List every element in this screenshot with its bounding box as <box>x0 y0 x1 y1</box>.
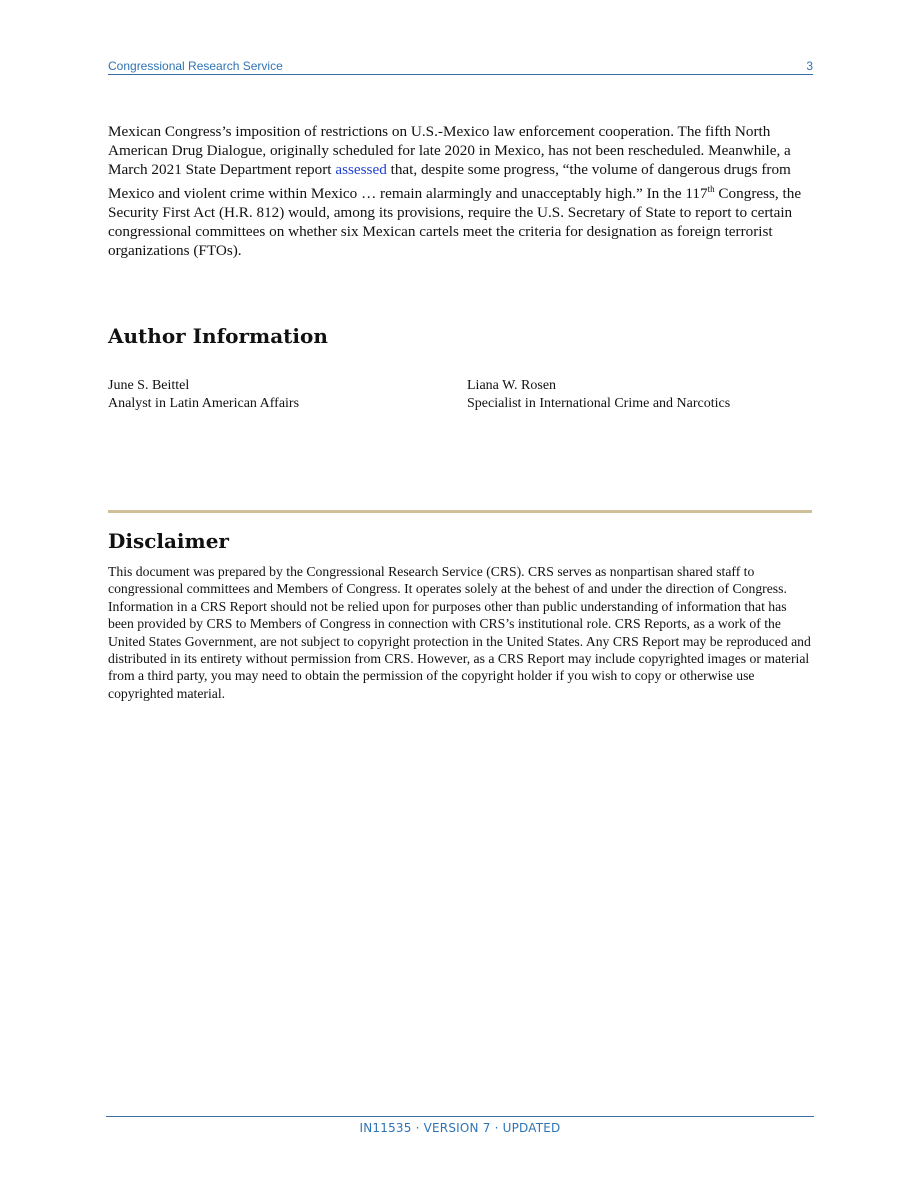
page-header <box>108 58 813 75</box>
disclaimer-heading: Disclaimer <box>108 529 229 553</box>
author-information-heading: Author Information <box>108 324 328 348</box>
ordinal-superscript: th <box>707 183 715 194</box>
author-name: June S. Beittel <box>108 378 190 393</box>
author-block <box>467 377 730 413</box>
author-name: Liana W. Rosen <box>467 378 557 393</box>
footer-divider <box>106 1116 814 1117</box>
body-text-part-1: Mexican Congress’s imposition of restrictions on U.S.-Mexico law enforcement cooperation. The fifth North American Drug Dialogue, originally scheduled for late 2020 in Mexico, has not been rescheduled. Meanwhile, a March 2021 State Department report <box>108 123 791 179</box>
assessed-link[interactable]: assessed <box>335 161 387 179</box>
footer-report-id: IN11535 · VERSION 7 · UPDATED <box>359 1121 561 1135</box>
body-paragraph <box>108 122 813 260</box>
body-text-part-2: that, despite some progress, “the volume of dangerous drugs from Mexico and violent crime within Mexico … remain alarmingly and unacceptably high.” In the 117 <box>108 161 791 202</box>
body-text-part-3: Congress, the Security First Act (H.R. 812) would, among its provisions, require the U.S. Secretary of State to report to certain congressional committees on whether six Mexican cartels meet the criteria for designation as foreign terrorist organizations (FTOs). <box>108 184 802 260</box>
author-title: Specialist in International Crime and Narcotics <box>467 396 731 411</box>
section-divider <box>108 510 812 513</box>
page-number: 3 <box>806 59 813 73</box>
author-block <box>108 377 299 413</box>
disclaimer-text: This document was prepared by the Congressional Research Service (CRS). CRS serves as nonpartisan shared staff to congressional committees and Members of Congress. It operates solely at the behest of and under the direction of Congress. Information in a CRS Report should not be relied upon for purposes other than public understanding of information that has been provided by CRS to Members of Congress in connection with CRS’s institutional role. CRS Reports, as a work of the United States Government, are not subject to copyright protection in the United States. Any CRS Report may be reproduced and distributed in its entirety without permission from CRS. However, as a CRS Report may include copyrighted images or material from a third party, you may need to obtain the permission of the copyright holder if you wish to copy or otherwise use copyrighted material. <box>108 564 811 701</box>
author-title: Analyst in Latin American Affairs <box>108 396 300 411</box>
header-org-name: Congressional Research Service <box>108 59 283 73</box>
